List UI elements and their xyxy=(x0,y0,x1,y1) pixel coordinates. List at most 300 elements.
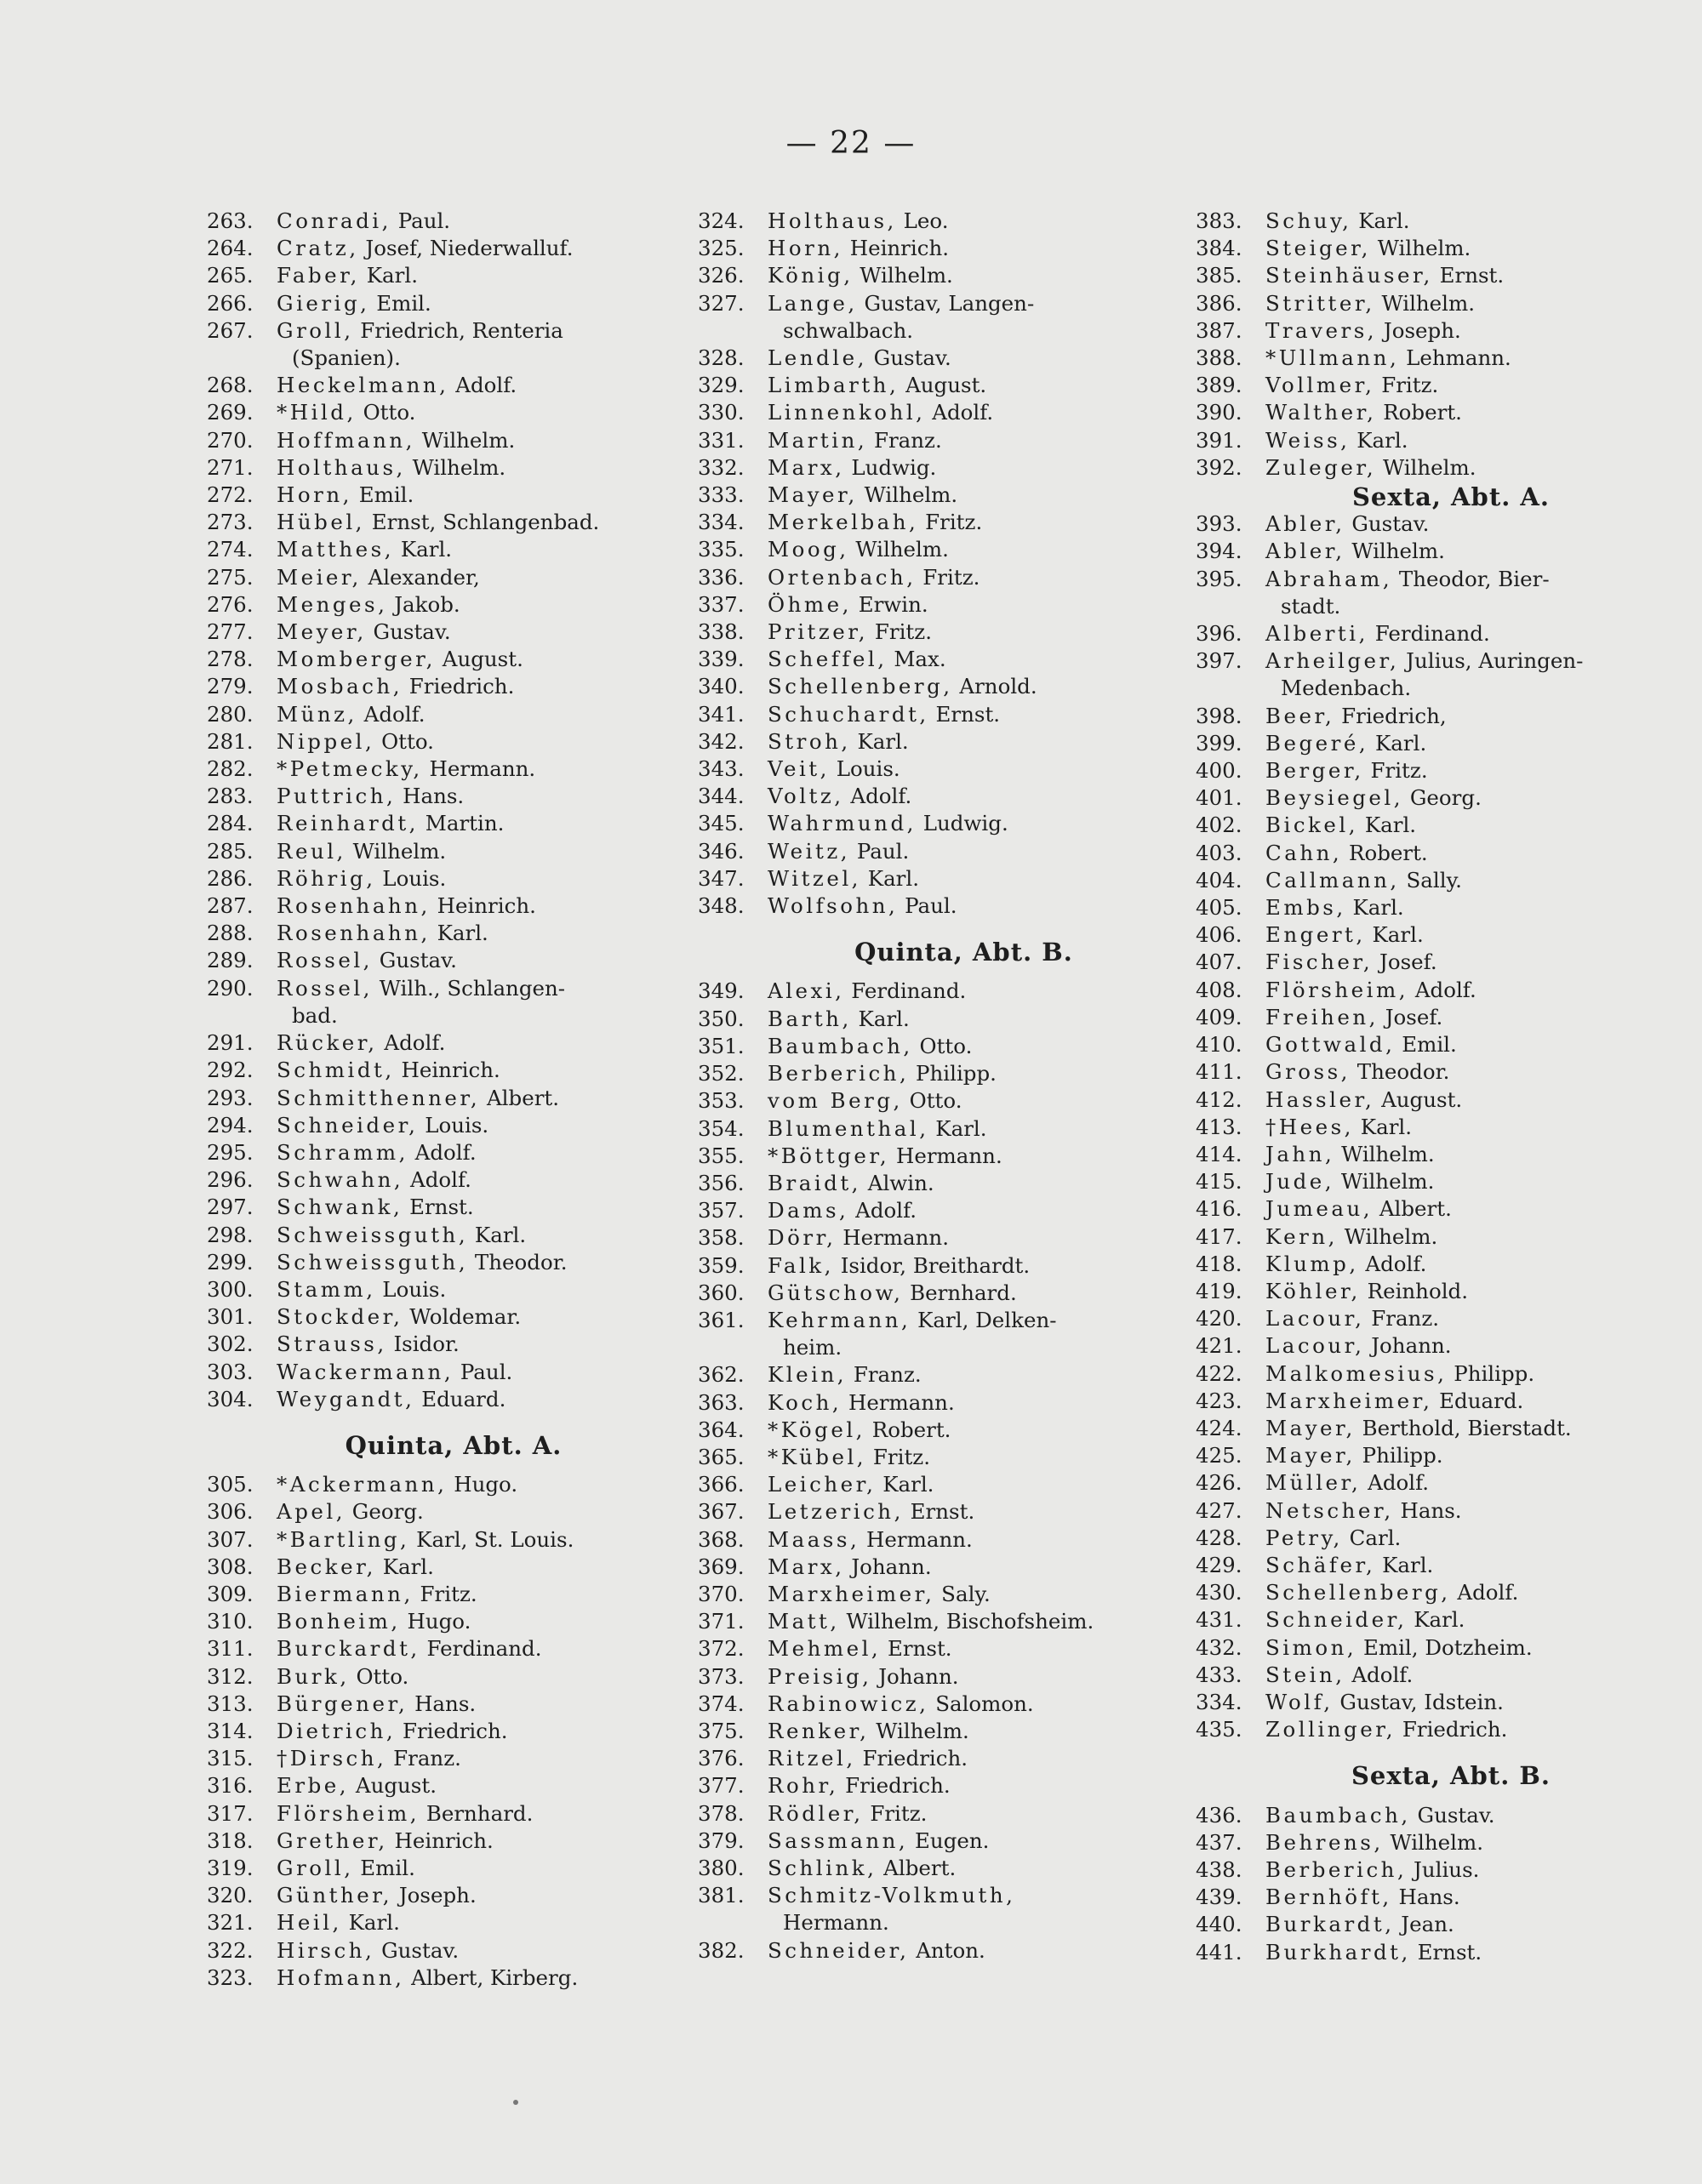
entry-surname: Wolf, xyxy=(1265,1689,1334,1714)
list-item xyxy=(207,427,632,454)
entry-given-name: Hermann. xyxy=(842,1225,949,1251)
entry-given-name: Franz. xyxy=(873,427,942,453)
entry-given-name: Wilhelm. xyxy=(412,454,506,480)
entry-given-name: Franz. xyxy=(1371,1306,1440,1331)
entry-given-name: Fritz. xyxy=(870,1800,928,1826)
list-item xyxy=(698,345,1162,372)
entry-given-name: Friedrich. xyxy=(1402,1717,1508,1742)
entry-text xyxy=(1265,1802,1638,1829)
entry-number: 414. xyxy=(1196,1141,1242,1166)
list-item xyxy=(1196,317,1638,345)
entry-text xyxy=(1265,1223,1638,1251)
entry-surname: Kehrmann, xyxy=(768,1307,911,1332)
entry-surname: Conradi, xyxy=(277,208,391,233)
entry-given-name: Karl. xyxy=(400,537,453,562)
entry-given-name: Paul. xyxy=(460,1359,513,1384)
list-item xyxy=(1196,1278,1638,1305)
entry-given-name: Fritz. xyxy=(925,510,983,535)
entry-number: 324. xyxy=(698,208,745,233)
list-item xyxy=(698,1937,1162,1964)
entry-number: 308. xyxy=(207,1554,254,1579)
entry-given-name: Gustav, Langen- xyxy=(864,290,1035,316)
entry-given-name: Karl. xyxy=(858,1006,910,1031)
list-item xyxy=(207,1276,632,1303)
entry-given-name: Friedrich, xyxy=(1341,703,1447,728)
list-item xyxy=(1196,1360,1638,1388)
entry-surname: *Petmecky, xyxy=(277,756,423,782)
entry-surname: Holthaus, xyxy=(277,454,406,480)
entry-surname: Marxheimer, xyxy=(1265,1388,1433,1413)
entry-text xyxy=(277,1718,632,1745)
entry-text xyxy=(768,1143,1162,1170)
list-item xyxy=(207,482,632,509)
entry-given-name: Albert. xyxy=(486,1085,560,1110)
list-item xyxy=(1196,894,1638,921)
entry-given-name: Josef. xyxy=(1385,1004,1443,1029)
entry-surname: Zuleger, xyxy=(1265,454,1377,480)
entry-text xyxy=(277,317,632,372)
entry-surname: Schmidt, xyxy=(277,1058,395,1083)
list-item xyxy=(207,1882,632,1909)
entry-number: 293. xyxy=(207,1085,254,1110)
entry-surname: Preisig, xyxy=(768,1663,872,1689)
entry-given-name: Wilhelm. xyxy=(876,1718,969,1743)
entry-given-name: Ernst. xyxy=(1417,1939,1482,1964)
entry-text xyxy=(768,1855,1162,1882)
entry-number: 430. xyxy=(1196,1580,1242,1605)
entry-text xyxy=(1265,1031,1638,1058)
list-item xyxy=(1196,1223,1638,1251)
column-2 xyxy=(698,208,1162,1964)
entry-surname: Röhrig, xyxy=(277,865,376,891)
entry-given-name: Hans. xyxy=(403,784,465,809)
entry-surname: Biermann, xyxy=(277,1581,414,1606)
entry-surname: Gottwald, xyxy=(1265,1032,1396,1058)
entry-surname: Blumenthal, xyxy=(768,1115,929,1141)
entry-number: 354. xyxy=(698,1115,745,1141)
entry-text xyxy=(1265,1114,1638,1141)
entry-text xyxy=(1265,454,1638,482)
entry-surname: Müller, xyxy=(1265,1470,1362,1496)
entry-number: 376. xyxy=(698,1746,745,1771)
list-item xyxy=(1196,949,1638,976)
entry-text xyxy=(277,1386,632,1413)
entry-text xyxy=(1265,1856,1638,1884)
entry-surname: Maass, xyxy=(768,1526,860,1552)
entry-text xyxy=(277,1828,632,1855)
entry-given-name: Friedrich. xyxy=(402,1718,508,1743)
entry-text xyxy=(277,1909,632,1936)
entry-given-name: Eduard. xyxy=(1439,1388,1524,1413)
entry-number: 374. xyxy=(698,1691,745,1716)
entry-text xyxy=(768,865,1162,892)
entry-text xyxy=(768,1745,1162,1772)
entry-text xyxy=(1265,1442,1638,1469)
entry-given-name: Karl. xyxy=(1358,208,1410,233)
entry-surname: Hoffmann, xyxy=(277,427,415,453)
list-item xyxy=(698,1115,1162,1143)
entry-text xyxy=(277,1882,632,1909)
entry-given-name: Wilhelm. xyxy=(855,537,949,562)
entry-number: 284. xyxy=(207,811,254,836)
entry-number: 337. xyxy=(698,591,745,617)
entry-number: 301. xyxy=(207,1304,254,1330)
entry-continuation: stadt. xyxy=(1281,593,1341,619)
entry-given-name: Heinrich. xyxy=(401,1058,500,1083)
entry-number: 407. xyxy=(1196,949,1242,975)
entry-text xyxy=(1265,1579,1638,1606)
entry-given-name: Adolf. xyxy=(932,400,994,425)
entry-number: 356. xyxy=(698,1170,745,1195)
entry-given-name: Wilh., Schlangen- xyxy=(379,975,566,1001)
entry-number: 263. xyxy=(207,208,254,233)
list-item xyxy=(698,536,1162,563)
entry-surname: Schwahn, xyxy=(277,1167,404,1193)
entry-given-name: Gustav. xyxy=(379,948,457,973)
entry-given-name: Adolf. xyxy=(410,1167,471,1193)
list-item xyxy=(207,454,632,482)
entry-text xyxy=(1265,977,1638,1004)
entry-given-name: Adolf. xyxy=(414,1139,477,1165)
entry-text xyxy=(277,1331,632,1358)
entry-text xyxy=(277,783,632,810)
entry-given-name: Ernst. xyxy=(409,1195,474,1220)
entry-surname: Mayer, xyxy=(768,482,858,508)
entry-number: 283. xyxy=(207,784,254,809)
entry-surname: Horn, xyxy=(277,482,352,508)
entry-surname: Lendle, xyxy=(768,345,867,371)
entry-surname: Weiss, xyxy=(1265,427,1351,453)
list-item xyxy=(207,1635,632,1662)
entry-text xyxy=(277,372,632,399)
entry-given-name: Gustav. xyxy=(1417,1802,1495,1828)
entry-text xyxy=(277,399,632,426)
entry-surname: Limbarth, xyxy=(768,373,900,398)
entry-given-name: Otto. xyxy=(363,400,416,425)
entry-given-name: Isidor. xyxy=(393,1331,460,1357)
entry-given-name: Karl. xyxy=(382,1554,434,1579)
list-item xyxy=(698,427,1162,454)
list-item xyxy=(698,1691,1162,1718)
list-item xyxy=(1196,1168,1638,1195)
entry-given-name: Louis. xyxy=(836,756,900,782)
entry-number: 335. xyxy=(698,537,745,562)
entry-given-name: Ludwig. xyxy=(922,811,1008,836)
entry-text xyxy=(768,482,1162,509)
entry-number: 328. xyxy=(698,345,745,371)
entry-number: 340. xyxy=(698,674,745,699)
list-item xyxy=(698,1170,1162,1197)
entry-surname: Schuchardt, xyxy=(768,701,929,727)
entry-given-name: Ernst. xyxy=(910,1499,975,1525)
entry-number: 317. xyxy=(207,1800,254,1826)
entry-number: 353. xyxy=(698,1088,745,1114)
list-item xyxy=(698,1800,1162,1828)
entry-number: 319. xyxy=(207,1855,254,1880)
entry-given-name: Josef. xyxy=(1379,949,1437,975)
entry-surname: Burk, xyxy=(277,1663,350,1689)
entry-text xyxy=(768,1882,1162,1936)
entry-surname: Ortenbach, xyxy=(768,564,917,590)
list-item xyxy=(1196,399,1638,426)
entry-surname: Rosenhahn, xyxy=(277,893,431,919)
entry-given-name: Adolf. xyxy=(1414,977,1476,1002)
entry-given-name: Friedrich, Renteria xyxy=(360,317,563,343)
entry-surname: Klein, xyxy=(768,1362,848,1388)
entry-surname: Becker, xyxy=(277,1554,376,1579)
entry-text xyxy=(1265,921,1638,949)
list-item xyxy=(207,646,632,673)
entry-surname: Embs, xyxy=(1265,895,1346,921)
entry-number: 303. xyxy=(207,1359,254,1384)
list-item xyxy=(1196,1939,1638,1966)
entry-given-name: Karl, Delken- xyxy=(917,1307,1057,1332)
list-item xyxy=(698,838,1162,865)
entry-given-name: August. xyxy=(442,647,523,672)
print-speck xyxy=(513,2100,518,2105)
entry-surname: Groll, xyxy=(277,317,354,343)
entry-number: 271. xyxy=(207,454,254,480)
list-item xyxy=(207,1359,632,1386)
entry-surname: Schäfer, xyxy=(1265,1552,1376,1577)
entry-given-name: Robert. xyxy=(1349,840,1428,865)
entry-given-name: August. xyxy=(905,373,987,398)
entry-number: 422. xyxy=(1196,1360,1242,1386)
entry-surname: Weygandt, xyxy=(277,1386,415,1411)
entry-number: 273. xyxy=(207,510,254,535)
entry-given-name: Wilhelm. xyxy=(352,838,447,864)
entry-given-name: Fritz. xyxy=(1381,373,1439,398)
entry-surname: Horn, xyxy=(768,236,843,261)
list-item xyxy=(207,783,632,810)
list-item xyxy=(698,1498,1162,1525)
list-item xyxy=(1196,1442,1638,1469)
entry-given-name: Ferdinand. xyxy=(1374,621,1490,647)
entry-given-name: Hermann. xyxy=(848,1389,955,1415)
list-item xyxy=(207,1964,632,1992)
entry-text xyxy=(768,756,1162,783)
entry-given-name: Joseph. xyxy=(398,1883,477,1908)
entry-surname: *Bartling, xyxy=(277,1526,410,1552)
entry-given-name: Ferdinand. xyxy=(426,1636,542,1662)
entry-surname: Momberger, xyxy=(277,647,436,672)
entry-number: 420. xyxy=(1196,1306,1242,1331)
list-item xyxy=(207,1718,632,1745)
list-item xyxy=(698,756,1162,783)
entry-number: 322. xyxy=(207,1937,254,1963)
entry-number: 265. xyxy=(207,263,254,288)
list-item xyxy=(207,591,632,619)
entry-text xyxy=(1265,1939,1638,1966)
entry-given-name: Adolf. xyxy=(363,701,426,727)
entry-given-name: Friedrich. xyxy=(845,1773,951,1799)
entry-given-name: Theodor, Bier- xyxy=(1398,566,1550,591)
list-item xyxy=(207,509,632,536)
list-item xyxy=(1196,1305,1638,1332)
entry-surname: Vollmer, xyxy=(1265,373,1375,398)
entry-text xyxy=(1265,949,1638,976)
entry-text xyxy=(1265,1552,1638,1579)
entry-given-name: Paul. xyxy=(905,893,957,919)
entry-surname: Rücker, xyxy=(277,1030,378,1056)
entry-surname: Schellenberg, xyxy=(1265,1580,1451,1605)
list-item xyxy=(207,564,632,591)
entry-number: 367. xyxy=(698,1499,745,1525)
entry-number: 305. xyxy=(207,1472,254,1497)
entry-surname: Schuy, xyxy=(1265,208,1352,233)
entry-text xyxy=(768,892,1162,920)
entry-given-name: Fritz. xyxy=(922,564,980,590)
list-item xyxy=(1196,1716,1638,1743)
entry-surname: Witzel, xyxy=(768,865,861,891)
entry-surname: Reinhardt, xyxy=(277,811,419,836)
entry-given-name: Johann. xyxy=(878,1663,959,1689)
list-item xyxy=(698,1033,1162,1060)
entry-surname: Stockder, xyxy=(277,1304,403,1330)
entry-surname: Öhme, xyxy=(768,591,852,617)
entry-surname: Schramm, xyxy=(277,1139,408,1165)
list-item xyxy=(698,892,1162,920)
list-item xyxy=(1196,1388,1638,1415)
entry-given-name: Emil. xyxy=(360,1855,415,1880)
entry-surname: Martin, xyxy=(768,427,868,453)
entry-surname: Zollinger, xyxy=(1265,1717,1396,1742)
entry-surname: Mayer, xyxy=(1265,1443,1356,1468)
list-item xyxy=(698,1554,1162,1581)
entry-given-name: Sally. xyxy=(1406,867,1462,892)
entry-number: 345. xyxy=(698,811,745,836)
entry-given-name: Wilhelm. xyxy=(1381,290,1476,316)
list-item xyxy=(207,728,632,756)
entry-number: 289. xyxy=(207,948,254,973)
entry-text xyxy=(768,1800,1162,1828)
entry-text xyxy=(768,701,1162,728)
entry-number: 307. xyxy=(207,1526,254,1552)
entry-given-name: Hans. xyxy=(1400,1497,1462,1523)
entry-text xyxy=(1265,1004,1638,1031)
entry-surname: Marx, xyxy=(768,454,845,480)
entry-surname: Stroh, xyxy=(768,728,851,754)
list-item xyxy=(1196,1802,1638,1829)
list-item xyxy=(207,1828,632,1855)
entry-given-name: Arnold. xyxy=(959,674,1037,699)
entry-text xyxy=(277,865,632,892)
list-item xyxy=(207,1663,632,1691)
entry-surname: *Ackermann, xyxy=(277,1472,448,1497)
entry-text xyxy=(277,1359,632,1386)
entry-surname: Scheffel, xyxy=(768,647,888,672)
list-item xyxy=(207,262,632,289)
entry-number: 297. xyxy=(207,1195,254,1220)
entry-number: 437. xyxy=(1196,1829,1242,1855)
entry-text xyxy=(768,838,1162,865)
entry-given-name: Salomon. xyxy=(935,1691,1034,1716)
entry-text xyxy=(277,728,632,756)
entry-surname: Stein, xyxy=(1265,1662,1345,1687)
entry-given-name: Joseph. xyxy=(1383,317,1461,343)
list-item xyxy=(1196,566,1638,620)
entry-number: 339. xyxy=(698,647,745,672)
entry-number: 286. xyxy=(207,865,254,891)
entry-given-name: Karl. xyxy=(1356,427,1408,453)
entry-surname: Fischer, xyxy=(1265,949,1374,975)
entry-number: 359. xyxy=(698,1252,745,1278)
entry-number: 362. xyxy=(698,1362,745,1388)
entry-given-name: Ludwig. xyxy=(851,454,937,480)
entry-text xyxy=(1265,1168,1638,1195)
entry-given-name: Alexander, xyxy=(368,564,480,590)
entry-number: 393. xyxy=(1196,511,1242,537)
list-item xyxy=(698,1828,1162,1855)
list-item xyxy=(1196,730,1638,757)
list-item xyxy=(1196,1114,1638,1141)
list-item xyxy=(1196,620,1638,647)
entry-text xyxy=(277,1471,632,1498)
entry-surname: Hassler, xyxy=(1265,1086,1375,1112)
list-item xyxy=(1196,921,1638,949)
list-item xyxy=(207,1745,632,1772)
entry-number: 290. xyxy=(207,975,254,1001)
entry-number: 318. xyxy=(207,1828,254,1853)
entry-number: 323. xyxy=(207,1964,254,1990)
entry-number: 334. xyxy=(1196,1689,1242,1714)
entry-text xyxy=(277,673,632,700)
list-item xyxy=(1196,1662,1638,1689)
list-item xyxy=(207,1471,632,1498)
entry-surname: Abler, xyxy=(1265,511,1345,537)
entry-given-name: Adolf. xyxy=(1365,1251,1427,1276)
entry-surname: Begeré, xyxy=(1265,730,1369,756)
entry-surname: †Hees, xyxy=(1265,1114,1354,1139)
list-item xyxy=(698,701,1162,728)
entry-surname: Walther, xyxy=(1265,400,1377,425)
entry-given-name: Heinrich. xyxy=(437,893,536,919)
entry-text xyxy=(1265,1829,1638,1856)
entry-number: 338. xyxy=(698,619,745,645)
entry-given-name: Friedrich. xyxy=(862,1746,968,1771)
column-3 xyxy=(1196,208,1638,1966)
entry-given-name: Franz. xyxy=(393,1746,461,1771)
entry-number: 401. xyxy=(1196,785,1242,811)
entry-given-name: Wilhelm. xyxy=(864,482,958,508)
entry-number: 364. xyxy=(698,1417,745,1442)
entry-number: 409. xyxy=(1196,1004,1242,1029)
entry-surname: Burckardt, xyxy=(277,1636,420,1662)
entry-surname: Rabinowicz, xyxy=(768,1691,929,1716)
entry-given-name: Otto. xyxy=(919,1033,973,1058)
entry-text xyxy=(1265,1525,1638,1552)
entry-text xyxy=(1265,262,1638,289)
entry-surname: Moog, xyxy=(768,537,849,562)
list-item xyxy=(1196,290,1638,317)
entry-number: 396. xyxy=(1196,621,1242,647)
entry-number: 439. xyxy=(1196,1885,1242,1910)
entry-number: 406. xyxy=(1196,922,1242,948)
entry-given-name: Karl. xyxy=(867,865,920,891)
entry-number: 306. xyxy=(207,1499,254,1525)
entry-given-name: Ernst. xyxy=(888,1636,952,1662)
entry-text xyxy=(277,1276,632,1303)
list-item xyxy=(207,1166,632,1194)
entry-surname: Marxheimer, xyxy=(768,1581,935,1606)
entry-text xyxy=(768,1554,1162,1581)
entry-given-name: Karl. xyxy=(1414,1607,1465,1633)
entry-number: 404. xyxy=(1196,867,1242,892)
entry-given-name: Karl. xyxy=(437,921,488,946)
entry-text xyxy=(768,1772,1162,1799)
entry-given-name: Wilhelm. xyxy=(1341,1141,1435,1166)
list-item xyxy=(1196,1086,1638,1114)
